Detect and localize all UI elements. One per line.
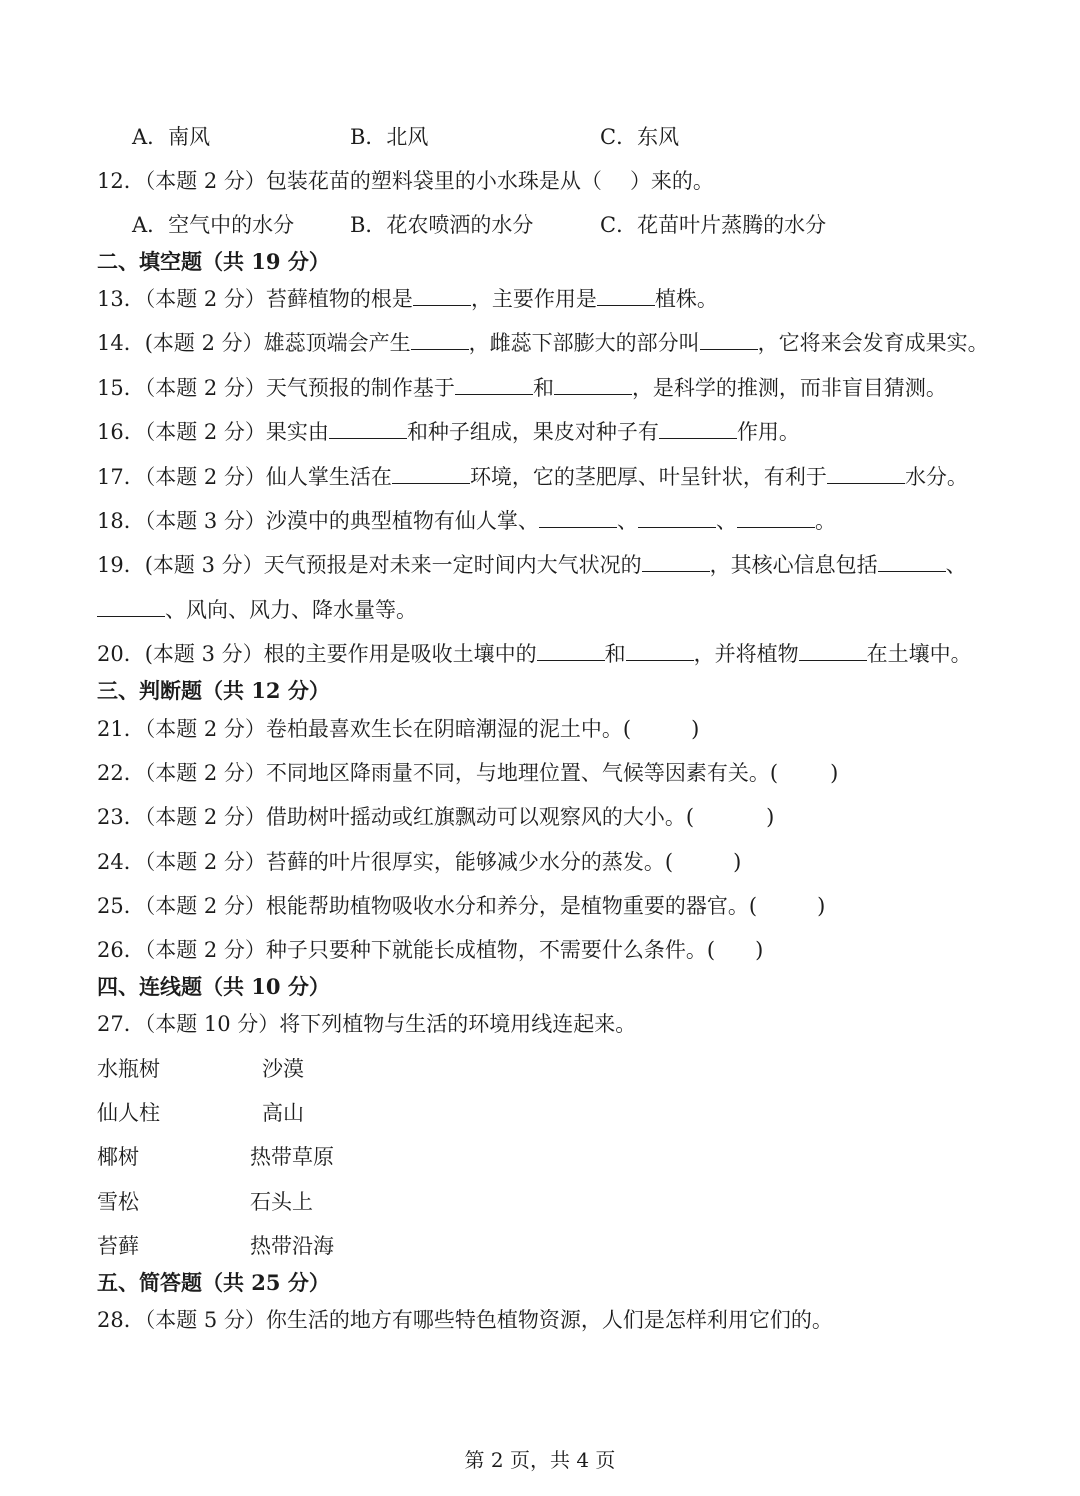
q16: 16．（本题 2 分）果实由 和种子组成，果皮对种子有 作用。 xyxy=(97,420,800,444)
blank[interactable] xyxy=(597,287,655,306)
blank[interactable] xyxy=(413,287,471,306)
plant-item[interactable]: 仙人柱 xyxy=(97,1101,160,1125)
environment-item[interactable]: 热带沿海 xyxy=(250,1234,334,1258)
q12-option-b: B．花农喷洒的水分 xyxy=(350,213,534,237)
q11-option-c: C．东风 xyxy=(600,125,680,149)
blank[interactable] xyxy=(799,642,867,661)
section-true-false: 三、判断题（共 12 分） xyxy=(97,678,330,703)
blank[interactable] xyxy=(626,642,694,661)
section-short-answer: 五、简答题（共 25 分） xyxy=(97,1270,330,1295)
environment-item[interactable]: 高山 xyxy=(262,1101,304,1125)
blank[interactable] xyxy=(554,376,632,395)
blank[interactable] xyxy=(537,642,605,661)
blank[interactable] xyxy=(638,509,716,528)
blank[interactable] xyxy=(329,420,407,439)
q28-stem: 28．（本题 5 分）你生活的地方有哪些特色植物资源，人们是怎样利用它们的。 xyxy=(97,1308,833,1332)
q21: 21．（本题 2 分）卷柏最喜欢生长在阴暗潮湿的泥土中。( ) xyxy=(97,717,700,741)
environment-item[interactable]: 热带草原 xyxy=(250,1145,334,1169)
q24: 24．（本题 2 分）苔藓的叶片很厚实，能够减少水分的蒸发。( ) xyxy=(97,850,742,874)
q12-option-a: A．空气中的水分 xyxy=(132,213,295,237)
blank[interactable] xyxy=(700,331,758,350)
q12-option-c: C．花苗叶片蒸腾的水分 xyxy=(600,213,827,237)
q19-line1: 19．(本题 3 分）天气预报是对未来一定时间内大气状况的 ，其核心信息包括 、 xyxy=(97,553,967,577)
blank[interactable] xyxy=(642,553,710,572)
q17: 17．（本题 2 分）仙人掌生活在 环境，它的茎肥厚、叶呈针状，有利于 水分。 xyxy=(97,465,968,489)
q11-option-a: A．南风 xyxy=(132,125,211,149)
q23: 23．（本题 2 分）借助树叶摇动或红旗飘动可以观察风的大小。( ) xyxy=(97,805,775,829)
blank[interactable] xyxy=(737,509,815,528)
blank[interactable] xyxy=(827,465,905,484)
blank[interactable] xyxy=(392,465,470,484)
q19-line2: 、风向、风力、降水量等。 xyxy=(97,597,417,623)
section-fill-in: 二、填空题（共 19 分） xyxy=(97,249,330,274)
blank[interactable] xyxy=(97,598,165,617)
page-number: 第 2 页，共 4 页 xyxy=(464,1448,616,1472)
q14: 14．(本题 2 分）雄蕊顶端会产生 ，雌蕊下部膨大的部分叫 ，它将来会发育成果实。 xyxy=(97,331,989,355)
q18: 18．（本题 3 分）沙漠中的典型植物有仙人掌、 、 、 。 xyxy=(97,509,836,533)
q26: 26．（本题 2 分）种子只要种下就能长成植物，不需要什么条件。( ) xyxy=(97,938,764,962)
q27-stem: 27．（本题 10 分）将下列植物与生活的环境用线连起来。 xyxy=(97,1012,637,1036)
section-matching: 四、连线题（共 10 分） xyxy=(97,974,330,999)
q22: 22．（本题 2 分）不同地区降雨量不同，与地理位置、气候等因素有关。( ) xyxy=(97,761,839,785)
blank[interactable] xyxy=(411,331,469,350)
q11-option-b: B．北风 xyxy=(350,125,429,149)
q20: 20．(本题 3 分）根的主要作用是吸收土壤中的 和 ，并将植物 在土壤中。 xyxy=(97,642,972,666)
q13: 13．（本题 2 分）苔藓植物的根是 ，主要作用是 植株。 xyxy=(97,287,718,311)
plant-item[interactable]: 雪松 xyxy=(97,1190,139,1214)
blank[interactable] xyxy=(539,509,617,528)
blank[interactable] xyxy=(878,553,946,572)
blank[interactable] xyxy=(455,376,533,395)
q25: 25．（本题 2 分）根能帮助植物吸收水分和养分，是植物重要的器官。( ) xyxy=(97,894,826,918)
plant-item[interactable]: 苔藓 xyxy=(97,1234,139,1258)
q12-stem: 12．（本题 2 分）包装花苗的塑料袋里的小水珠是从（ ）来的。 xyxy=(97,169,714,193)
blank[interactable] xyxy=(659,420,737,439)
q15: 15．（本题 2 分）天气预报的制作基于 和 ，是科学的推测，而非盲目猜测。 xyxy=(97,376,947,400)
plant-item[interactable]: 水瓶树 xyxy=(97,1057,160,1081)
environment-item[interactable]: 沙漠 xyxy=(262,1057,304,1081)
environment-item[interactable]: 石头上 xyxy=(250,1190,313,1214)
plant-item[interactable]: 椰树 xyxy=(97,1145,139,1169)
